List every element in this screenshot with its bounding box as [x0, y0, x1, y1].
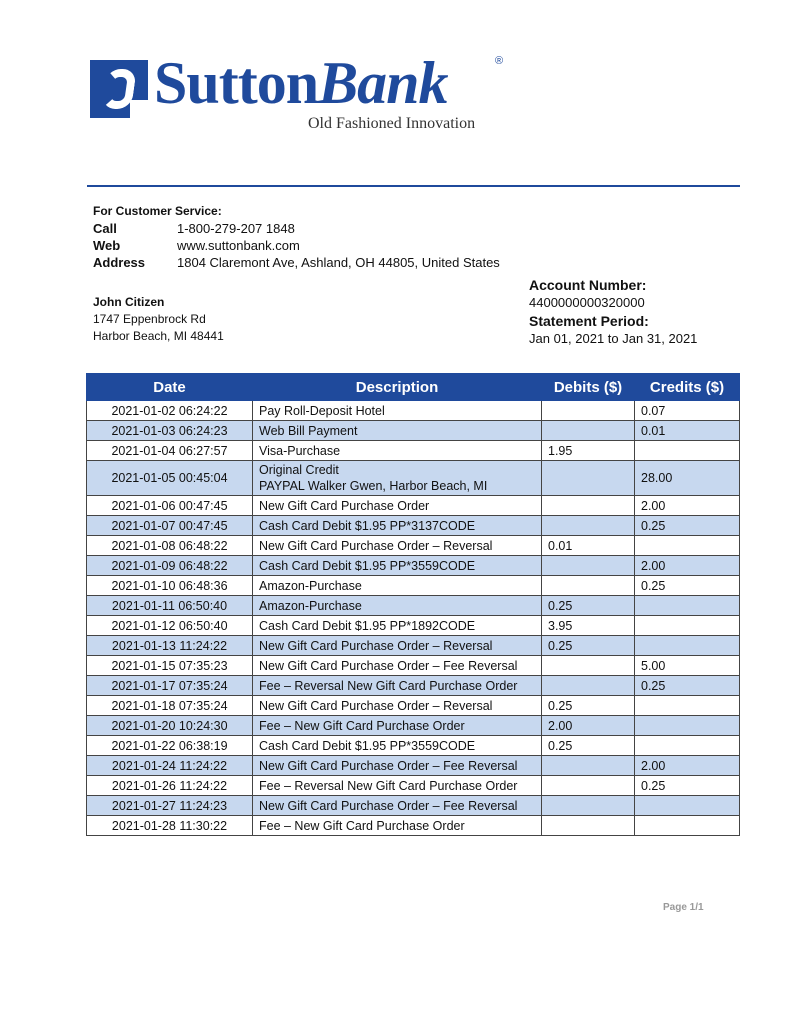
cell-description: Cash Card Debit $1.95 PP*3559CODE: [253, 736, 542, 756]
cell-debit: [542, 496, 635, 516]
cell-credit: [635, 816, 740, 836]
table-row: [87, 656, 740, 676]
cell-date: 2021-01-13 11:24:22: [87, 636, 253, 656]
cell-debit: [542, 556, 635, 576]
web-label: Web: [93, 238, 121, 253]
cell-description: Cash Card Debit $1.95 PP*3559CODE: [253, 556, 542, 576]
statement-period-value: Jan 01, 2021 to Jan 31, 2021: [529, 331, 698, 346]
cell-credit: [635, 596, 740, 616]
cell-credit: [635, 716, 740, 736]
cell-debit: [542, 796, 635, 816]
customer-name: John Citizen: [93, 295, 165, 309]
cell-description: Fee – New Gift Card Purchase Order: [253, 716, 542, 736]
cell-date: 2021-01-22 06:38:19: [87, 736, 253, 756]
cell-debit: 3.95: [542, 616, 635, 636]
cell-description: Cash Card Debit $1.95 PP*3137CODE: [253, 516, 542, 536]
cell-description: Amazon-Purchase: [253, 576, 542, 596]
cell-debit: [542, 776, 635, 796]
cell-debit: [542, 756, 635, 776]
cell-debit: 0.25: [542, 736, 635, 756]
cell-date: 2021-01-18 07:35:24: [87, 696, 253, 716]
cell-credit: 0.07: [635, 401, 740, 421]
cell-debit: [542, 421, 635, 441]
page-number: Page 1/1: [663, 902, 704, 913]
cell-description: Web Bill Payment: [253, 421, 542, 441]
cell-description: New Gift Card Purchase Order – Fee Reversal: [253, 656, 542, 676]
cell-description: New Gift Card Purchase Order – Reversal: [253, 536, 542, 556]
cell-date: 2021-01-28 11:30:22: [87, 816, 253, 836]
service-header: For Customer Service:: [93, 204, 222, 218]
cell-description: Pay Roll-Deposit Hotel: [253, 401, 542, 421]
cell-date: 2021-01-03 06:24:23: [87, 421, 253, 441]
cell-debit: [542, 676, 635, 696]
address-value: 1804 Claremont Ave, Ashland, OH 44805, United States: [177, 255, 500, 270]
cell-date: 2021-01-20 10:24:30: [87, 716, 253, 736]
table-row: [87, 676, 740, 696]
cell-date: 2021-01-15 07:35:23: [87, 656, 253, 676]
cell-date: 2021-01-09 06:48:22: [87, 556, 253, 576]
cell-debit: 2.00: [542, 716, 635, 736]
table-row: [87, 636, 740, 656]
table-row: [87, 441, 740, 461]
col-debits-header: Debits ($): [542, 374, 635, 401]
cell-description: Visa-Purchase: [253, 441, 542, 461]
cell-debit: 0.01: [542, 536, 635, 556]
cell-date: 2021-01-02 06:24:22: [87, 401, 253, 421]
customer-street: 1747 Eppenbrock Rd: [93, 312, 206, 326]
cell-credit: 28.00: [635, 461, 740, 496]
cell-credit: 0.25: [635, 776, 740, 796]
cell-date: 2021-01-08 06:48:22: [87, 536, 253, 556]
col-description-header: Description: [253, 374, 542, 401]
header-divider: [87, 185, 740, 187]
cell-description: Cash Card Debit $1.95 PP*1892CODE: [253, 616, 542, 636]
account-info-block: [529, 276, 697, 348]
cell-description: Original Credit PAYPAL Walker Gwen, Harbor Beach, MI: [253, 461, 542, 496]
cell-credit: [635, 616, 740, 636]
transactions-table: [86, 373, 740, 836]
transactions-body: [87, 401, 740, 836]
cell-date: 2021-01-06 00:47:45: [87, 496, 253, 516]
account-number-value: 4400000000320000: [529, 295, 645, 310]
call-label: Call: [93, 221, 117, 236]
cell-credit: [635, 736, 740, 756]
brand-name: SuttonBank: [154, 50, 448, 116]
cell-credit: 0.01: [635, 421, 740, 441]
cell-date: 2021-01-12 06:50:40: [87, 616, 253, 636]
cell-date: 2021-01-11 06:50:40: [87, 596, 253, 616]
customer-service-block: [93, 203, 500, 271]
table-row: [87, 776, 740, 796]
table-row: [87, 756, 740, 776]
customer-address-block: [93, 294, 224, 345]
cell-date: 2021-01-05 00:45:04: [87, 461, 253, 496]
cell-debit: [542, 401, 635, 421]
bank-logo: [90, 50, 510, 140]
cell-date: 2021-01-04 06:27:57: [87, 441, 253, 461]
table-row: [87, 616, 740, 636]
table-row: [87, 816, 740, 836]
cell-credit: [635, 536, 740, 556]
registered-mark: ®: [495, 55, 504, 67]
cell-debit: [542, 516, 635, 536]
brand-tagline: Old Fashioned Innovation: [308, 115, 476, 132]
cell-credit: 5.00: [635, 656, 740, 676]
cell-credit: [635, 796, 740, 816]
cell-debit: 1.95: [542, 441, 635, 461]
table-row: [87, 516, 740, 536]
cell-description: New Gift Card Purchase Order – Fee Reversal: [253, 756, 542, 776]
cell-description: New Gift Card Purchase Order – Fee Reversal: [253, 796, 542, 816]
col-date-header: Date: [87, 374, 253, 401]
cell-debit: [542, 656, 635, 676]
logo-mark-icon: [90, 60, 148, 118]
statement-period-label: Statement Period:: [529, 313, 649, 329]
table-row: [87, 696, 740, 716]
col-credits-header: Credits ($): [635, 374, 740, 401]
cell-date: 2021-01-24 11:24:22: [87, 756, 253, 776]
cell-credit: [635, 636, 740, 656]
table-row: [87, 536, 740, 556]
address-label: Address: [93, 255, 146, 270]
cell-debit: 0.25: [542, 596, 635, 616]
cell-description: Fee – Reversal New Gift Card Purchase Order: [253, 776, 542, 796]
cell-date: 2021-01-26 11:24:22: [87, 776, 253, 796]
table-row: [87, 576, 740, 596]
cell-description: Amazon-Purchase: [253, 596, 542, 616]
cell-date: 2021-01-27 11:24:23: [87, 796, 253, 816]
cell-credit: [635, 441, 740, 461]
web-value[interactable]: www.suttonbank.com: [177, 238, 300, 253]
cell-debit: 0.25: [542, 696, 635, 716]
table-row: [87, 401, 740, 421]
cell-description: Fee – Reversal New Gift Card Purchase Order: [253, 676, 542, 696]
table-row: [87, 421, 740, 441]
cell-debit: [542, 816, 635, 836]
cell-credit: 0.25: [635, 576, 740, 596]
cell-credit: 0.25: [635, 676, 740, 696]
cell-date: 2021-01-10 06:48:36: [87, 576, 253, 596]
cell-description: Fee – New Gift Card Purchase Order: [253, 816, 542, 836]
cell-date: 2021-01-17 07:35:24: [87, 676, 253, 696]
cell-credit: 2.00: [635, 556, 740, 576]
table-row: [87, 496, 740, 516]
table-row: [87, 556, 740, 576]
cell-credit: 2.00: [635, 496, 740, 516]
table-row: [87, 736, 740, 756]
cell-description: New Gift Card Purchase Order – Reversal: [253, 636, 542, 656]
table-row: [87, 716, 740, 736]
table-row: [87, 596, 740, 616]
table-row: [87, 461, 740, 496]
cell-debit: [542, 576, 635, 596]
cell-credit: 2.00: [635, 756, 740, 776]
cell-debit: [542, 461, 635, 496]
cell-debit: 0.25: [542, 636, 635, 656]
cell-description: New Gift Card Purchase Order: [253, 496, 542, 516]
cell-description: New Gift Card Purchase Order – Reversal: [253, 696, 542, 716]
cell-credit: [635, 696, 740, 716]
call-value: 1-800-279-207 1848: [177, 221, 295, 236]
cell-date: 2021-01-07 00:47:45: [87, 516, 253, 536]
table-row: [87, 796, 740, 816]
table-header-row: [87, 374, 740, 401]
customer-city: Harbor Beach, MI 48441: [93, 329, 224, 343]
account-number-label: Account Number:: [529, 277, 647, 293]
cell-credit: 0.25: [635, 516, 740, 536]
